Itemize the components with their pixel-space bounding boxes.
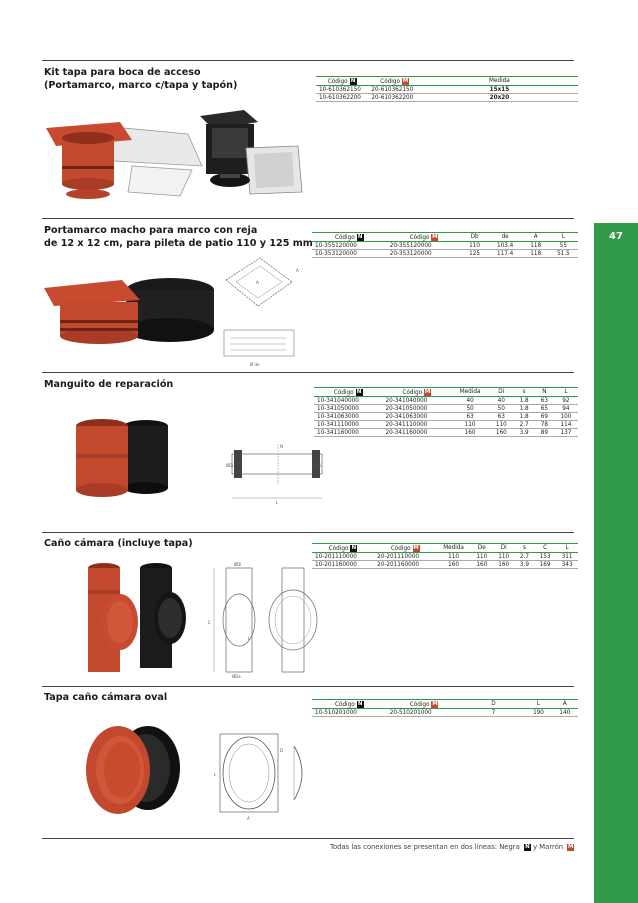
col-header: Medida (436, 544, 471, 553)
table-cell: 78 (535, 421, 554, 429)
table-cell: 118 (523, 242, 549, 250)
table-cell: 20-610362200 (368, 94, 420, 102)
kit-product-photo (40, 108, 310, 210)
section-title-cano-camara (44, 537, 193, 550)
table-cell: 10-341160000 (314, 429, 383, 437)
col-header: De (471, 544, 493, 553)
dim-label: ØDi (314, 463, 322, 468)
table-row (314, 397, 578, 405)
header-label: Código (380, 78, 400, 85)
table-cell: 7 (462, 709, 526, 717)
col-header (312, 700, 387, 709)
dim-label: A (256, 280, 259, 285)
table-cell: 160 (451, 429, 489, 437)
footer-note (330, 843, 574, 851)
table-cell: 110 (451, 421, 489, 429)
cano-camara-technical-drawing (200, 560, 314, 680)
table-cell: 1.8 (513, 397, 535, 405)
col-header: L (556, 544, 578, 553)
table-cell: 63 (451, 413, 489, 421)
col-header: C (534, 544, 556, 553)
table-cell: 20-341063000 (383, 413, 452, 421)
header-label: Código (390, 545, 411, 552)
table-cell: 10-341050000 (314, 405, 383, 413)
page-sidebar (594, 0, 638, 903)
table-cell: 20-341040000 (383, 397, 452, 405)
table-cell: 20-510201000 (387, 709, 462, 717)
table-cell: 15x15 (421, 86, 578, 94)
table-cell: 160 (493, 561, 515, 569)
table-cell: 1.8 (513, 405, 535, 413)
table-cell: 10-201160000 (312, 561, 374, 569)
table-row (314, 405, 578, 413)
spec-table-kit (316, 76, 578, 102)
spec-table-portamarco (312, 232, 578, 258)
table-cell: 114 (554, 421, 578, 429)
col-header: A (523, 233, 549, 242)
table-cell: 20-353120000 (387, 250, 462, 258)
negra-badge: N (350, 77, 356, 84)
title-line: Tapa caño cámara oval (44, 692, 168, 703)
table-cell: 20-201110000 (374, 553, 436, 561)
table-cell: 20-610362150 (368, 86, 420, 94)
table-cell: 2.7 (515, 553, 535, 561)
table-cell: 10-610362150 (316, 86, 368, 94)
table-cell: 153 (534, 553, 556, 561)
title-line: Manguito de reparación (44, 379, 174, 390)
col-header (387, 700, 462, 709)
table-cell: 40 (451, 397, 489, 405)
col-header (312, 544, 374, 553)
header-label: Código (409, 701, 430, 708)
table-cell: 55 (549, 242, 578, 250)
table-cell: 63 (535, 397, 554, 405)
table-cell: 160 (471, 561, 493, 569)
header-label: Código (409, 234, 430, 241)
table-cell: 51.5 (549, 250, 578, 258)
col-header (368, 77, 420, 86)
header-label: Código (402, 389, 423, 396)
title-line: de 12 x 12 cm, para pileta de patio 110 y 125 mm (44, 238, 313, 249)
table-row (312, 250, 578, 258)
marron-badge: M (432, 700, 438, 707)
table-cell: 20-341050000 (383, 405, 452, 413)
col-header: s (513, 388, 535, 397)
col-header: A (552, 700, 578, 709)
table-cell: 20-201160000 (374, 561, 436, 569)
table-cell: 100 (554, 413, 578, 421)
table-cell: 65 (535, 405, 554, 413)
section-title-tapa-oval (44, 691, 167, 704)
spec-table-manguito (314, 387, 578, 437)
marron-badge: M (413, 544, 419, 551)
table-cell: 137 (554, 429, 578, 437)
table-cell: 160 (436, 561, 471, 569)
col-header: Db (461, 233, 487, 242)
footer-divider (42, 838, 574, 839)
table-cell: 20-355120000 (387, 242, 462, 250)
footer-text: y Marrón (533, 843, 564, 851)
dim-label: L (248, 636, 251, 641)
dim-label: A (296, 268, 299, 273)
table-cell: 94 (554, 405, 578, 413)
dim-label: Ø de (250, 362, 260, 367)
dim-label: A (247, 816, 250, 821)
table-row (316, 94, 578, 102)
section-divider (42, 532, 574, 533)
section-divider (42, 372, 574, 373)
table-cell: 50 (489, 405, 513, 413)
table-cell: 63 (489, 413, 513, 421)
dim-label: N (280, 444, 283, 449)
dim-label: ØDe (232, 674, 241, 679)
table-cell: 10-355120000 (312, 242, 387, 250)
header-label: Código (328, 545, 349, 552)
page-number: 47 (609, 231, 623, 242)
table-cell: 110 (461, 242, 487, 250)
section-title-manguito (44, 378, 173, 391)
table-cell: 20x20 (421, 94, 578, 102)
negra-badge: N (357, 700, 363, 707)
dim-label: ØDi (234, 562, 242, 567)
table-cell: 10-353120000 (312, 250, 387, 258)
section-title-kit (44, 66, 237, 92)
title-line: Caño cámara (incluye tapa) (44, 538, 193, 549)
table-cell: 190 (525, 709, 551, 717)
col-header (316, 77, 368, 86)
table-cell: 110 (493, 553, 515, 561)
header-label: Código (327, 78, 348, 85)
table-cell: 103.4 (488, 242, 523, 250)
table-row (316, 86, 578, 94)
marron-badge: M (402, 77, 409, 84)
table-cell: 3.9 (513, 429, 535, 437)
table-row (314, 421, 578, 429)
table-cell: 125 (461, 250, 487, 258)
col-header: N (535, 388, 554, 397)
cano-camara-product-photo (72, 560, 192, 678)
table-row (312, 553, 578, 561)
table-cell: 118 (523, 250, 549, 258)
table-cell: 69 (535, 413, 554, 421)
section-title-portamarco (44, 224, 313, 250)
col-header: L (549, 233, 578, 242)
table-cell: 20-341110000 (383, 421, 452, 429)
negra-badge: N (351, 544, 357, 551)
col-header: L (554, 388, 578, 397)
col-header: Di (489, 388, 513, 397)
tapa-oval-technical-drawing (206, 728, 326, 824)
table-cell: 10-341110000 (314, 421, 383, 429)
section-divider (42, 218, 574, 219)
table-cell: 10-341063000 (314, 413, 383, 421)
table-cell: 117.4 (488, 250, 523, 258)
table-cell: 140 (552, 709, 578, 717)
negra-badge: N (357, 233, 363, 240)
table-cell: 2.7 (513, 421, 535, 429)
header-label: Código (333, 389, 354, 396)
table-cell: 89 (535, 429, 554, 437)
col-header: s (515, 544, 535, 553)
col-header (383, 388, 452, 397)
table-cell: 160 (489, 429, 513, 437)
col-header: L (525, 700, 551, 709)
table-cell: 10-510201000 (312, 709, 387, 717)
footer-text: Todas las conexiones se presentan en dos líneas: Negra (330, 843, 520, 851)
table-cell: 169 (534, 561, 556, 569)
dim-label: L (214, 772, 217, 777)
col-header: de (488, 233, 523, 242)
table-cell: 10-610362200 (316, 94, 368, 102)
table-cell: 10-201110000 (312, 553, 374, 561)
negra-badge: N (525, 843, 530, 850)
table-cell: 343 (556, 561, 578, 569)
table-row (314, 429, 578, 437)
title-line: (Portamarco, marco c/tapa y tapón) (44, 80, 238, 91)
sidebar-band (594, 223, 638, 903)
title-line: Kit tapa para boca de acceso (44, 67, 201, 78)
section-divider (42, 686, 574, 687)
table-cell: 110 (489, 421, 513, 429)
table-row (312, 242, 578, 250)
table-cell: 20-341160000 (383, 429, 452, 437)
table-cell: 1.8 (513, 413, 535, 421)
col-header (314, 388, 383, 397)
marron-badge: M (424, 388, 431, 395)
table-cell: 50 (451, 405, 489, 413)
table-cell: 3.9 (515, 561, 535, 569)
col-header: Medida (451, 388, 489, 397)
table-row (314, 413, 578, 421)
table-cell: 110 (436, 553, 471, 561)
table-cell: 10-341040000 (314, 397, 383, 405)
title-line: Portamarco macho para marco con reja (44, 225, 258, 236)
marron-badge: M (568, 843, 574, 850)
table-cell: 110 (471, 553, 493, 561)
manguito-technical-drawing (228, 440, 328, 506)
col-header: D (462, 700, 526, 709)
marron-badge: M (432, 233, 438, 240)
tapa-oval-product-photo (80, 720, 190, 820)
col-header (312, 233, 387, 242)
col-header (387, 233, 462, 242)
table-cell: 311 (556, 553, 578, 561)
dim-label: C (208, 620, 211, 625)
dim-label: L (276, 500, 279, 505)
col-header: Di (493, 544, 515, 553)
manguito-product-photo (72, 416, 184, 500)
dim-label: D (280, 748, 284, 753)
table-cell: 92 (554, 397, 578, 405)
header-label: Código (335, 701, 355, 708)
table-row (312, 561, 578, 569)
col-header (374, 544, 436, 553)
table-row (312, 709, 578, 717)
portamarco-technical-drawing (216, 252, 302, 368)
table-cell: 40 (489, 397, 513, 405)
spec-table-cano-camara (312, 543, 578, 569)
col-header: Medida (421, 77, 578, 86)
dim-label: ØDi (226, 463, 234, 468)
portamarco-product-photo (42, 258, 220, 354)
section-divider (42, 60, 574, 61)
header-label: Código (334, 234, 355, 241)
negra-badge: N (356, 388, 362, 395)
spec-table-tapa-oval (312, 699, 578, 717)
